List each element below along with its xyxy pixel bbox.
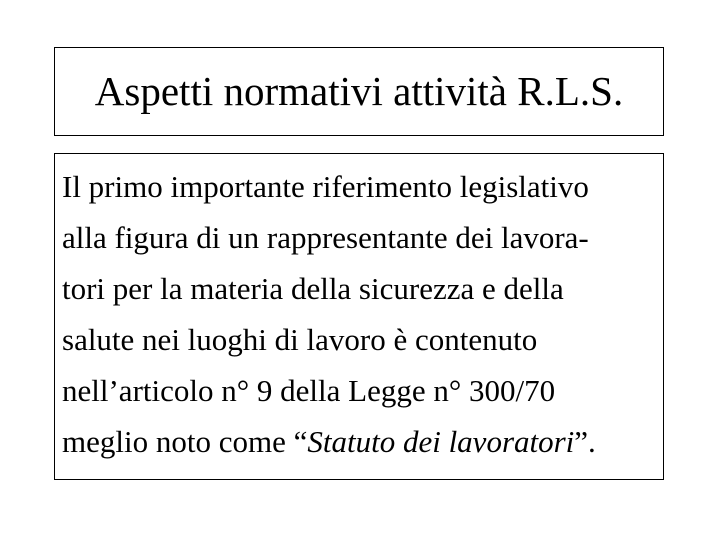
- statute-title-italic: Statuto dei lavoratori: [307, 424, 575, 459]
- body-line-2: alla figura di un rappresentante dei lavora-: [62, 220, 589, 255]
- body-line-6-prefix: meglio noto come “: [62, 424, 308, 459]
- body-line-3: tori per la materia della sicurezza e della: [62, 271, 564, 306]
- body-line-1: Il primo importante riferimento legislativo: [62, 169, 589, 204]
- title-box: [54, 47, 664, 136]
- body-text-box: [54, 153, 664, 480]
- slide-title: Aspetti normativi attività R.L.S.: [94, 68, 624, 114]
- body-line-6-suffix: ”.: [574, 424, 596, 459]
- body-line-5: nell’articolo n° 9 della Legge n° 300/70: [62, 373, 556, 408]
- body-line-4: salute nei luoghi di lavoro è contenuto: [62, 322, 538, 357]
- body-line-6: [62, 416, 663, 467]
